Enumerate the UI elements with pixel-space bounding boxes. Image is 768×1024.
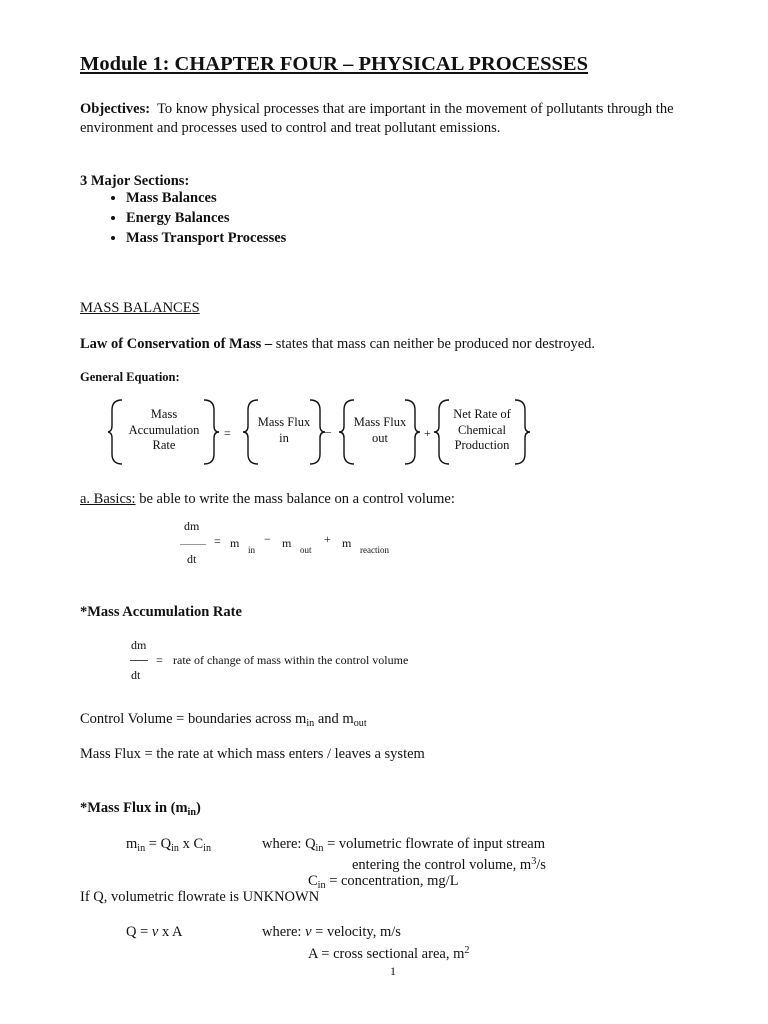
w2: entering the control volume, m: [352, 857, 532, 873]
term-line: Chemical: [458, 422, 506, 437]
f-x: x C: [178, 836, 204, 852]
mass-flux-definition: Mass Flux = the rate at which mass enters / leaves a system: [80, 746, 425, 762]
f-qsub: in: [171, 843, 179, 854]
eq1-m-reaction: m: [342, 536, 352, 550]
cv-sub-out: out: [353, 718, 367, 729]
w2-sup: 3: [531, 856, 537, 867]
eq1-sub-in: in: [248, 545, 256, 555]
term-line: Mass Flux: [257, 415, 311, 429]
page-title: Module 1: CHAPTER FOUR – PHYSICAL PROCESSES: [80, 53, 589, 75]
w1-text: = volumetric flowrate of input stream: [323, 836, 546, 852]
mass-balances-heading: MASS BALANCES: [80, 300, 200, 316]
page-number: 1: [390, 964, 396, 978]
term-line: in: [279, 430, 289, 445]
cv-mid: and m: [314, 711, 354, 727]
sections-list: [108, 188, 286, 248]
w1: where: Q: [262, 836, 316, 852]
qva-where-2: [308, 941, 469, 964]
eq1-minus: −: [264, 532, 271, 546]
eq1-sub-out: out: [300, 545, 312, 555]
term-line: out: [372, 430, 388, 445]
qa: A = cross sectional area, m: [308, 946, 465, 962]
law-label: Law of Conservation of Mass –: [80, 336, 273, 352]
c-sub: in: [317, 880, 326, 891]
cv-sub-in: in: [306, 718, 315, 729]
sections-heading: 3 Major Sections:: [80, 173, 190, 189]
general-equation-label: General Equation:: [80, 370, 180, 384]
qw-text: = velocity, m/s: [311, 924, 401, 940]
basics-label: a. Basics:: [80, 491, 136, 507]
basics-line: [80, 489, 455, 509]
qva-v: v: [151, 924, 159, 940]
accum-fraction-bar: [130, 660, 148, 661]
list-item: • Mass Transport Processes: [126, 228, 286, 248]
w2-end: /s: [536, 857, 546, 873]
eq1-plus: +: [324, 532, 331, 546]
term-line: Mass Flux: [353, 415, 407, 429]
flux-in-formula: [126, 834, 211, 859]
c-text: = concentration, mg/L: [325, 873, 459, 889]
eq1-equals: =: [214, 534, 221, 548]
accum-numerator: dm: [131, 638, 147, 652]
eq1-fraction-bar: [180, 544, 206, 545]
term-line: Net Rate of: [453, 407, 511, 421]
term-accumulation: [116, 407, 212, 454]
law-line: [80, 334, 595, 354]
accum-description: rate of change of mass within the control volume: [173, 653, 409, 667]
flowrate-unknown-line: If Q, volumetric flowrate is UNKNOWN: [80, 889, 320, 905]
flux-in-concentration: [308, 871, 459, 896]
flux-heading-sub: in: [187, 807, 196, 818]
w1-sub: in: [315, 843, 324, 854]
accum-equals: =: [156, 653, 163, 667]
flux-heading-end: ): [196, 800, 201, 816]
eq1-m-in: m: [230, 536, 240, 550]
f-m: m: [126, 836, 138, 852]
objectives-line-1: [80, 99, 674, 119]
term-line: Rate: [152, 438, 176, 452]
qa-sup: 2: [464, 945, 470, 956]
qva-f: Q =: [126, 924, 152, 940]
f-msub: in: [137, 843, 146, 854]
eq1-sub-reaction: reaction: [360, 545, 389, 555]
eq1-numerator: dm: [184, 519, 200, 533]
cv-text: Control Volume = boundaries across m: [80, 711, 307, 727]
qva-formula: [126, 922, 183, 942]
term-flux-out: [346, 415, 414, 446]
objectives-line-2: environment and processes used to control and treat pollutant emissions.: [80, 120, 501, 136]
eq1-denominator: dt: [187, 552, 197, 566]
term-flux-in: [250, 415, 318, 446]
qva-end: x A: [158, 924, 183, 940]
flux-heading-text: *Mass Flux in (m: [80, 800, 188, 816]
flux-in-heading: [80, 798, 201, 823]
list-item: • Mass Balances: [126, 188, 286, 208]
basics-text: be able to write the mass balance on a control volume:: [139, 491, 455, 507]
operator-minus: –: [325, 424, 331, 438]
accumulation-heading: *Mass Accumulation Rate: [80, 604, 242, 620]
operator-plus: +: [424, 426, 431, 440]
f-eq: = Q: [145, 836, 172, 852]
objectives-label: Objectives:: [80, 101, 151, 117]
control-volume-line: [80, 709, 367, 734]
term-chemical-production: [444, 407, 520, 454]
term-line: Accumulation: [128, 422, 200, 437]
f-csub: in: [203, 843, 212, 854]
qw-v: v: [305, 924, 312, 940]
term-line: Production: [454, 438, 510, 452]
law-text: states that mass can neither be produced nor destroyed.: [275, 336, 596, 352]
operator-equals: =: [224, 426, 231, 440]
eq1-m-out: m: [282, 536, 292, 550]
term-line: Mass: [150, 407, 178, 421]
c: C: [308, 873, 318, 889]
list-item: • Energy Balances: [126, 208, 286, 228]
qw: where:: [262, 924, 306, 940]
objectives-text-1: To know physical processes that are important in the movement of pollutants through the: [157, 101, 674, 117]
qva-where-1: [262, 922, 401, 942]
accum-denominator: dt: [131, 668, 141, 682]
